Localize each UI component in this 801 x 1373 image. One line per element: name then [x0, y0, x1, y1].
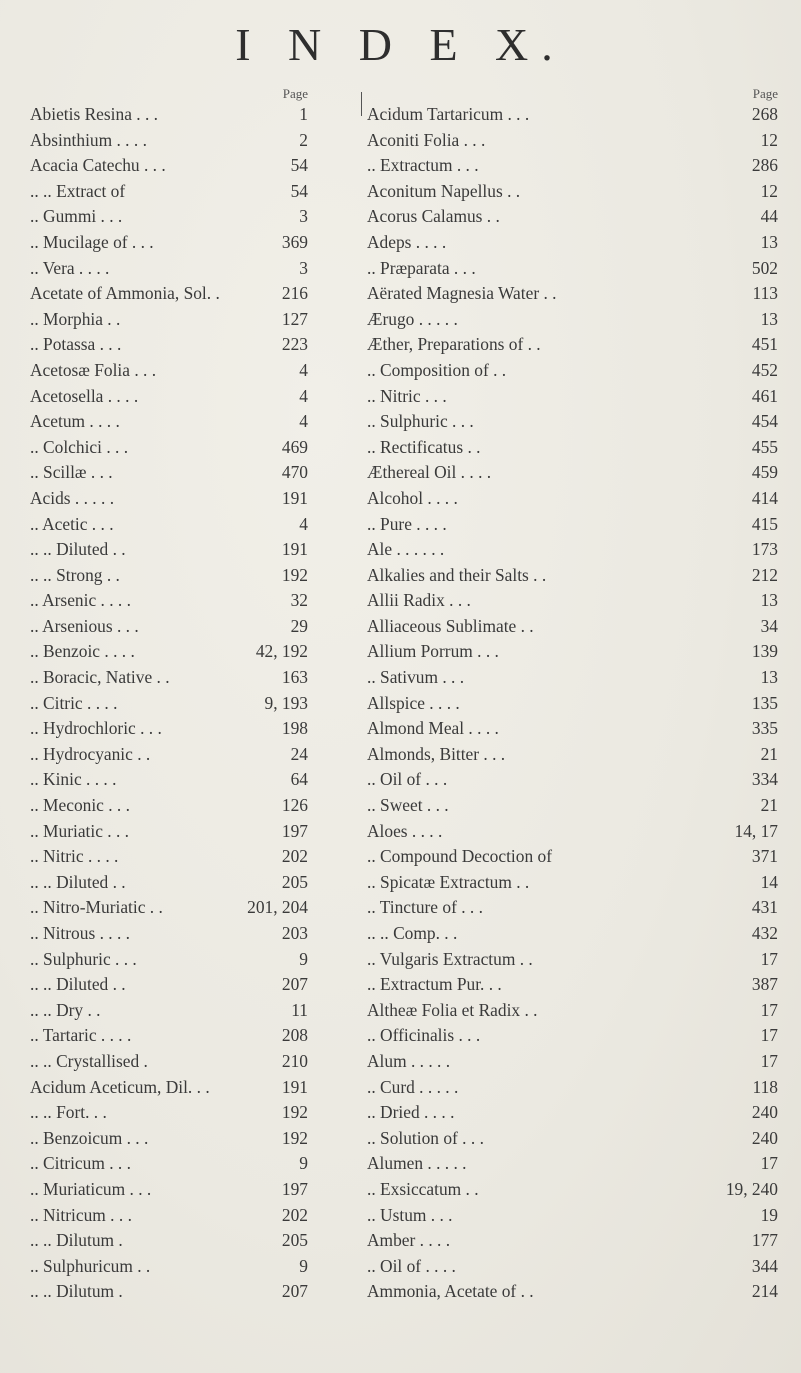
entry-page-number: 135 — [751, 692, 778, 713]
entry-term: Almond Meal . . . . — [367, 718, 499, 739]
entry-page-number: 207 — [281, 1281, 308, 1302]
entry-term: .. Muriatic . . . — [30, 820, 130, 841]
index-entry — [367, 844, 778, 870]
entry-term: .. Benzoic . . . . — [30, 641, 135, 662]
entry-page-number: 201, 204 — [247, 897, 308, 918]
index-entry — [367, 639, 778, 665]
index-entry — [30, 716, 356, 742]
entry-page-number: 197 — [281, 820, 308, 841]
entry-page-number: 198 — [281, 718, 308, 739]
entry-page-number: 371 — [751, 846, 778, 867]
entry-page-number: 17 — [760, 999, 778, 1020]
index-entry — [367, 512, 778, 538]
entry-page-number: 12 — [760, 129, 778, 150]
index-entry — [367, 1203, 778, 1229]
column-header — [367, 88, 778, 102]
entry-term: .. .. Dry . . — [30, 999, 101, 1020]
index-entry — [30, 1100, 356, 1126]
index-entry — [367, 1126, 778, 1152]
index-entry — [30, 895, 356, 921]
index-entry — [30, 614, 356, 640]
entry-term: .. Arsenic . . . . — [30, 590, 131, 611]
index-entry — [367, 1151, 778, 1177]
entry-page-number: 212 — [751, 564, 778, 585]
index-entry — [30, 358, 356, 384]
index-entry — [367, 947, 778, 973]
entry-page-number: 113 — [752, 283, 778, 304]
entry-term: .. Præparata . . . — [367, 257, 476, 278]
index-entry — [30, 256, 356, 282]
index-entry — [30, 742, 356, 768]
entry-term: Ærugo . . . . . — [367, 308, 458, 329]
entry-page-number: 17 — [760, 1050, 778, 1071]
entry-page-number: 21 — [760, 795, 778, 816]
index-entry — [367, 179, 778, 205]
entry-page-number: 44 — [760, 206, 778, 227]
entry-term: Acetum . . . . — [30, 411, 120, 432]
entry-term: Acetate of Ammonia, Sol. . — [30, 283, 220, 304]
index-entry — [367, 588, 778, 614]
index-entry — [30, 1126, 356, 1152]
index-entry — [30, 639, 356, 665]
index-entry — [30, 1023, 356, 1049]
index-entry — [30, 486, 356, 512]
entry-page-number: 210 — [281, 1050, 308, 1071]
entry-page-number: 14 — [760, 871, 778, 892]
entry-page-number: 432 — [751, 923, 778, 943]
entry-term: Alum . . . . . — [367, 1050, 451, 1071]
entry-page-number: 34 — [760, 615, 778, 636]
index-column-right — [367, 88, 778, 1305]
entry-page-number: 205 — [281, 871, 308, 892]
entry-page-number: 216 — [281, 283, 308, 304]
entry-term: .. Muriaticum . . . — [30, 1178, 152, 1199]
index-entry — [30, 844, 356, 870]
page-column-label: Page — [752, 86, 778, 101]
index-entry — [30, 819, 356, 845]
index-entry — [367, 307, 778, 333]
entry-term: Æthereal Oil . . . . — [367, 462, 492, 483]
index-entry — [367, 358, 778, 384]
index-entry — [367, 972, 778, 998]
entry-page-number: 240 — [751, 1102, 778, 1123]
entry-page-number: 286 — [751, 155, 778, 176]
index-entry — [367, 409, 778, 435]
entry-page-number: 192 — [281, 564, 308, 585]
index-entry — [30, 435, 356, 461]
entry-term: .. .. Dilutum . — [30, 1281, 123, 1302]
entry-page-number: 414 — [751, 487, 778, 508]
entry-page-number: 454 — [751, 411, 778, 432]
entry-term: .. .. Extract of — [30, 180, 126, 201]
entry-term: Aërated Magnesia Water . . — [367, 283, 557, 304]
entry-term: .. Exsiccatum . . — [367, 1178, 479, 1199]
index-entry — [30, 332, 356, 358]
entry-page-number: 207 — [281, 974, 308, 995]
index-entry — [367, 102, 778, 128]
entry-term: .. Rectificatus . . — [367, 436, 481, 457]
index-entry — [30, 1075, 356, 1101]
entry-term: .. Oil of . . . . — [367, 1255, 456, 1276]
index-entry — [367, 153, 778, 179]
entry-page-number: 54 — [290, 180, 308, 201]
entry-term: .. Sweet . . . — [367, 795, 449, 816]
entry-page-number: 13 — [760, 590, 778, 611]
index-entry — [30, 102, 356, 128]
entry-term: .. Nitrous . . . . — [30, 923, 130, 943]
index-entry — [30, 409, 356, 435]
index-entry — [30, 204, 356, 230]
entry-term: .. Potassa . . . — [30, 334, 122, 355]
entry-page-number: 4 — [299, 359, 308, 380]
index-entry — [367, 256, 778, 282]
entry-term: .. Sulphuricum . . — [30, 1255, 151, 1276]
entry-term: .. Nitric . . . . — [30, 846, 119, 867]
entry-term: Alumen . . . . . — [367, 1153, 467, 1174]
index-entry — [367, 281, 778, 307]
index-entry — [30, 1228, 356, 1254]
entry-term: .. Pure . . . . — [367, 513, 447, 534]
index-entry — [367, 563, 778, 589]
entry-term: .. .. Diluted . . — [30, 974, 126, 995]
entry-term: Æther, Preparations of . . — [367, 334, 541, 355]
entry-page-number: 177 — [751, 1230, 778, 1251]
entry-term: .. Dried . . . . — [367, 1102, 455, 1123]
index-entry — [367, 204, 778, 230]
entry-term: Acetosella . . . . — [30, 385, 139, 406]
entry-term: Alcohol . . . . — [367, 487, 458, 508]
entry-page-number: 163 — [281, 667, 308, 688]
index-entry — [30, 153, 356, 179]
index-entry — [30, 460, 356, 486]
entry-page-number: 415 — [751, 513, 778, 534]
entry-page-number: 205 — [281, 1230, 308, 1251]
entry-page-number: 197 — [281, 1178, 308, 1199]
entry-term: .. Officinalis . . . — [367, 1025, 481, 1046]
entry-page-number: 369 — [281, 231, 308, 252]
index-entry — [367, 486, 778, 512]
entry-page-number: 192 — [281, 1102, 308, 1123]
index-entry — [367, 870, 778, 896]
index-entry — [367, 1049, 778, 1075]
entry-page-number: 240 — [751, 1127, 778, 1148]
entry-term: Acetosæ Folia . . . — [30, 359, 157, 380]
index-entry — [30, 793, 356, 819]
entry-term: .. Oil of . . . — [367, 769, 448, 790]
entry-page-number: 21 — [760, 743, 778, 764]
entry-term: .. Morphia . . — [30, 308, 121, 329]
entry-term: .. Solution of . . . — [367, 1127, 484, 1148]
entry-term: .. Hydrochloric . . . — [30, 718, 162, 739]
entry-term: .. Sativum . . . — [367, 667, 465, 688]
index-entry — [367, 332, 778, 358]
index-entry — [30, 665, 356, 691]
entry-term: Alkalies and their Salts . . — [367, 564, 547, 585]
index-entry — [367, 819, 778, 845]
index-entry — [367, 384, 778, 410]
entry-page-number: 12 — [760, 180, 778, 201]
index-entry — [367, 460, 778, 486]
entry-page-number: 4 — [299, 411, 308, 432]
entry-term: .. Gummi . . . — [30, 206, 123, 227]
index-entry — [367, 793, 778, 819]
entry-page-number: 24 — [290, 743, 308, 764]
entry-page-number: 452 — [751, 359, 778, 380]
entry-page-number: 17 — [760, 1153, 778, 1174]
entry-page-number: 203 — [281, 923, 308, 943]
index-entry — [30, 307, 356, 333]
index-entry — [30, 1279, 356, 1305]
entry-page-number: 126 — [281, 795, 308, 816]
page-column-label: Page — [282, 86, 308, 101]
entry-term: .. Boracic, Native . . — [30, 667, 170, 688]
entry-term: .. Extractum Pur. . . — [367, 974, 502, 995]
entry-page-number: 9, 193 — [264, 692, 308, 713]
entry-term: .. .. Dilutum . — [30, 1230, 123, 1251]
index-entry — [30, 1254, 356, 1280]
entry-term: .. Hydrocyanic . . — [30, 743, 151, 764]
entry-term: Altheæ Folia et Radix . . — [367, 999, 538, 1020]
entry-page-number: 451 — [751, 334, 778, 355]
index-entry — [30, 563, 356, 589]
entry-page-number: 118 — [752, 1076, 778, 1097]
entry-page-number: 455 — [751, 436, 778, 457]
index-entry — [30, 998, 356, 1024]
index-entry — [30, 1049, 356, 1075]
entry-term: .. .. Diluted . . — [30, 871, 126, 892]
index-entry — [367, 1100, 778, 1126]
entry-page-number: 469 — [281, 436, 308, 457]
entry-term: .. Extractum . . . — [367, 155, 479, 176]
entry-page-number: 11 — [291, 999, 308, 1020]
entry-term: Acids . . . . . — [30, 487, 115, 508]
index-entry — [367, 128, 778, 154]
entry-list-left — [30, 102, 356, 1305]
index-entry — [30, 281, 356, 307]
index-entry — [367, 998, 778, 1024]
entry-term: Abietis Resina . . . — [30, 104, 159, 124]
index-entry — [367, 1075, 778, 1101]
index-entry — [30, 179, 356, 205]
index-entry — [367, 742, 778, 768]
index-entry — [30, 537, 356, 563]
entry-term: .. Tincture of . . . — [367, 897, 483, 918]
index-entry — [30, 230, 356, 256]
entry-term: .. Compound Decoction of — [367, 846, 552, 867]
entry-page-number: 344 — [751, 1255, 778, 1276]
entry-page-number: 202 — [281, 1204, 308, 1225]
entry-page-number: 42, 192 — [255, 641, 308, 662]
index-entry — [30, 384, 356, 410]
entry-term: .. Sulphuric . . . — [30, 948, 137, 969]
index-entry — [30, 588, 356, 614]
entry-list-right — [367, 102, 778, 1305]
entry-page-number: 191 — [281, 487, 308, 508]
index-entry — [30, 1203, 356, 1229]
index-entry — [367, 716, 778, 742]
entry-term: .. Meconic . . . — [30, 795, 130, 816]
column-divider — [361, 92, 362, 116]
entry-page-number: 191 — [281, 1076, 308, 1097]
entry-term: .. Nitricum . . . — [30, 1204, 132, 1225]
entry-term: .. Sulphuric . . . — [367, 411, 474, 432]
entry-page-number: 29 — [290, 615, 308, 636]
index-entry — [367, 767, 778, 793]
entry-term: .. .. Crystallised . — [30, 1050, 148, 1071]
index-entry — [30, 947, 356, 973]
entry-term: .. Ustum . . . — [367, 1204, 453, 1225]
entry-page-number: 17 — [760, 1025, 778, 1046]
entry-page-number: 32 — [290, 590, 308, 611]
entry-term: Aloes . . . . — [367, 820, 443, 841]
index-entry — [367, 665, 778, 691]
index-entry — [367, 895, 778, 921]
entry-page-number: 268 — [751, 104, 778, 124]
entry-term: .. .. Strong . . — [30, 564, 120, 585]
index-entry — [367, 1023, 778, 1049]
entry-page-number: 2 — [299, 129, 308, 150]
entry-page-number: 17 — [760, 948, 778, 969]
entry-term: .. Arsenious . . . — [30, 615, 139, 636]
entry-term: .. Curd . . . . . — [367, 1076, 459, 1097]
entry-page-number: 334 — [751, 769, 778, 790]
entry-term: .. Citricum . . . — [30, 1153, 131, 1174]
index-entry — [30, 1151, 356, 1177]
entry-page-number: 19, 240 — [725, 1178, 778, 1199]
entry-term: Ale . . . . . . — [367, 539, 445, 560]
entry-term: Absinthium . . . . — [30, 129, 147, 150]
entry-page-number: 1 — [299, 104, 308, 124]
entry-page-number: 208 — [281, 1025, 308, 1046]
entry-page-number: 387 — [751, 974, 778, 995]
index-entry — [367, 1177, 778, 1203]
entry-term: .. Scillæ . . . — [30, 462, 113, 483]
index-entry — [30, 921, 356, 947]
column-header — [30, 88, 356, 102]
entry-term: Allii Radix . . . — [367, 590, 471, 611]
entry-page-number: 202 — [281, 846, 308, 867]
entry-term: .. Citric . . . . — [30, 692, 118, 713]
entry-term: .. Spicatæ Extractum . . — [367, 871, 530, 892]
index-entry — [367, 230, 778, 256]
index-entry — [30, 128, 356, 154]
entry-page-number: 9 — [299, 1153, 308, 1174]
entry-page-number: 191 — [281, 539, 308, 560]
index-entry — [367, 1254, 778, 1280]
entry-page-number: 3 — [299, 257, 308, 278]
entry-page-number: 335 — [751, 718, 778, 739]
entry-term: Allium Porrum . . . — [367, 641, 499, 662]
index-entry — [30, 1177, 356, 1203]
entry-term: .. Composition of . . — [367, 359, 507, 380]
entry-page-number: 13 — [760, 308, 778, 329]
index-entry — [367, 921, 778, 947]
entry-term: .. .. Fort. . . — [30, 1102, 107, 1123]
entry-term: Acidum Tartaricum . . . — [367, 104, 530, 124]
entry-term: .. Tartaric . . . . — [30, 1025, 132, 1046]
entry-term: Aconitum Napellus . . — [367, 180, 521, 201]
entry-page-number: 127 — [281, 308, 308, 329]
entry-term: Ammonia, Acetate of . . — [367, 1281, 534, 1302]
entry-page-number: 431 — [751, 897, 778, 918]
entry-term: .. Acetic . . . — [30, 513, 114, 534]
entry-term: Acacia Catechu . . . — [30, 155, 166, 176]
entry-term: .. Nitric . . . — [367, 385, 447, 406]
entry-page-number: 214 — [751, 1281, 778, 1302]
entry-term: Adeps . . . . — [367, 231, 447, 252]
entry-term: .. Vulgaris Extractum . . — [367, 948, 533, 969]
index-entry — [367, 537, 778, 563]
entry-page-number: 3 — [299, 206, 308, 227]
entry-term: Allspice . . . . — [367, 692, 460, 713]
index-entry — [30, 691, 356, 717]
entry-term: Acidum Aceticum, Dil. . . — [30, 1076, 210, 1097]
index-entry — [367, 1279, 778, 1305]
entry-page-number: 9 — [299, 1255, 308, 1276]
entry-page-number: 4 — [299, 385, 308, 406]
entry-term: Amber . . . . — [367, 1230, 451, 1251]
entry-page-number: 64 — [290, 769, 308, 790]
page-title: I N D E X. — [235, 19, 566, 70]
entry-page-number: 14, 17 — [734, 820, 778, 841]
index-entry — [367, 1228, 778, 1254]
entry-page-number: 13 — [760, 231, 778, 252]
index-entry — [367, 614, 778, 640]
entry-page-number: 13 — [760, 667, 778, 688]
entry-page-number: 139 — [751, 641, 778, 662]
entry-page-number: 4 — [299, 513, 308, 534]
entry-term: Almonds, Bitter . . . — [367, 743, 506, 764]
entry-term: .. Vera . . . . — [30, 257, 110, 278]
index-entry — [367, 691, 778, 717]
entry-page-number: 19 — [760, 1204, 778, 1225]
entry-page-number: 459 — [751, 462, 778, 483]
entry-page-number: 470 — [281, 462, 308, 483]
entry-term: .. Nitro-Muriatic . . — [30, 897, 163, 918]
entry-page-number: 173 — [751, 539, 778, 560]
entry-page-number: 192 — [281, 1127, 308, 1148]
entry-term: .. Colchici . . . — [30, 436, 129, 457]
index-entry — [30, 512, 356, 538]
index-entry — [367, 435, 778, 461]
entry-term: .. .. Comp. . . — [367, 923, 458, 943]
entry-page-number: 223 — [281, 334, 308, 355]
entry-page-number: 461 — [751, 385, 778, 406]
entry-page-number: 9 — [299, 948, 308, 969]
entry-term: Aconiti Folia . . . — [367, 129, 486, 150]
entry-page-number: 54 — [290, 155, 308, 176]
entry-term: Alliaceous Sublimate . . — [367, 615, 534, 636]
index-column-left — [30, 88, 356, 1305]
index-entry — [30, 767, 356, 793]
entry-page-number: 502 — [751, 257, 778, 278]
entry-term: Acorus Calamus . . — [367, 206, 500, 227]
entry-term: .. Benzoicum . . . — [30, 1127, 149, 1148]
entry-term: .. .. Diluted . . — [30, 539, 126, 560]
entry-term: .. Mucilage of . . . — [30, 231, 154, 252]
entry-term: .. Kinic . . . . — [30, 769, 117, 790]
index-entry — [30, 972, 356, 998]
index-entry — [30, 870, 356, 896]
